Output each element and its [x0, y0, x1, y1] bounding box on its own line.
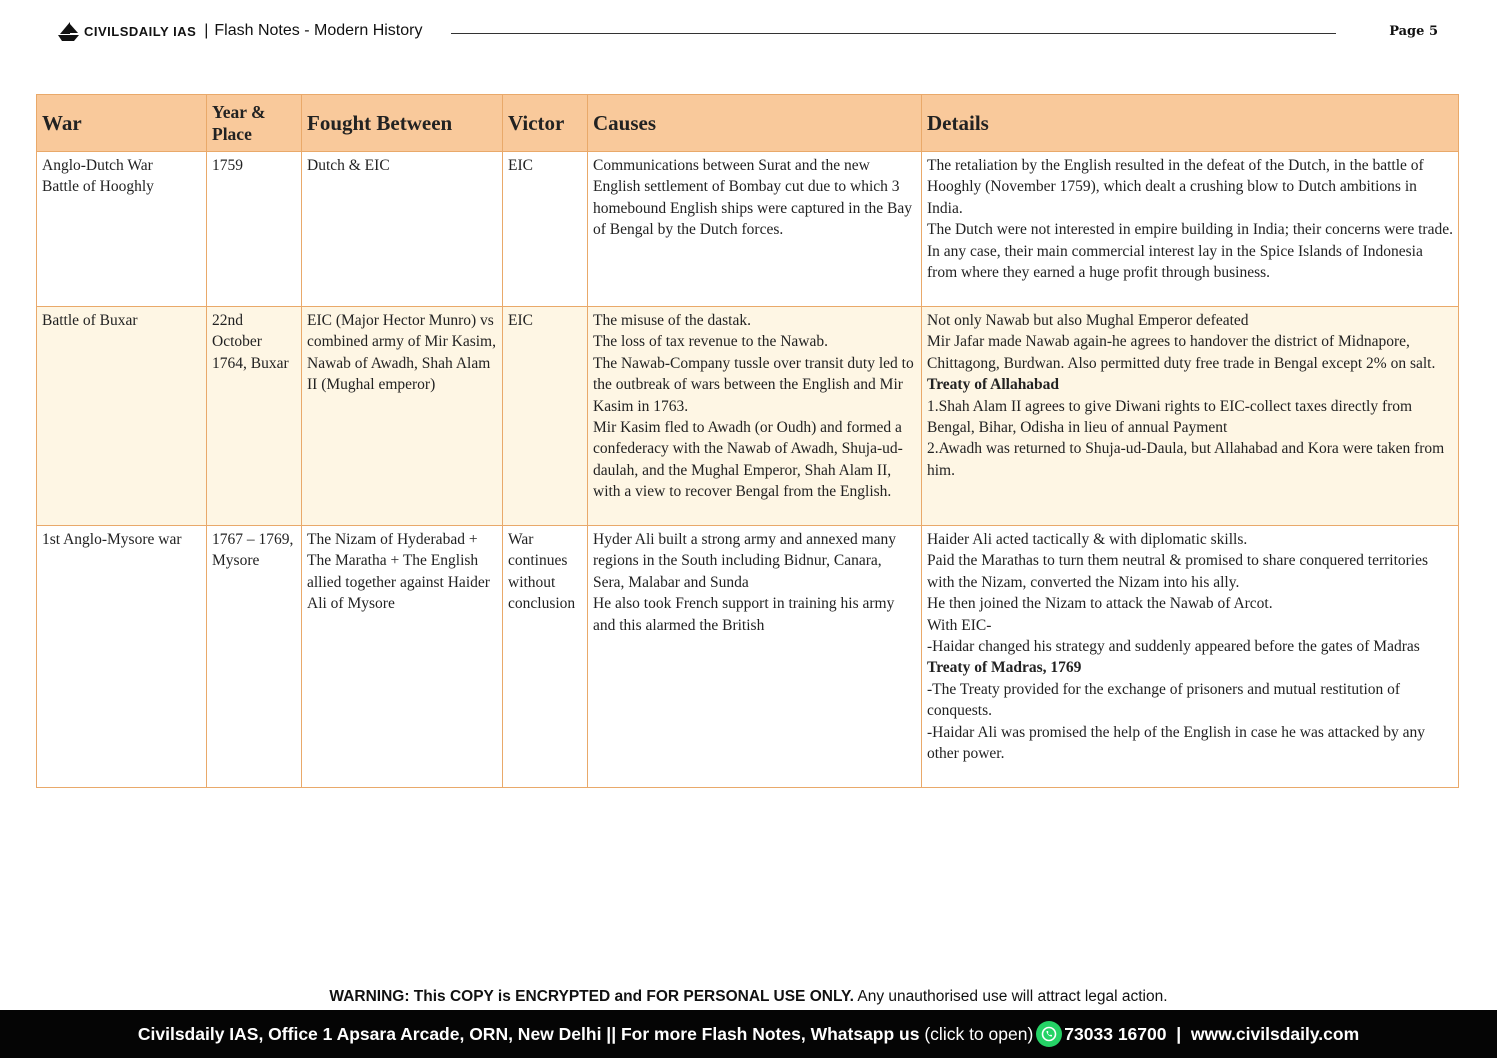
- victor-cell: EIC: [503, 307, 588, 526]
- detail-line: Paid the Marathas to turn them neutral & promised to share conquered territories with the Nizam, converted the Nizam into his ally.: [927, 552, 1429, 591]
- causes-cell: [588, 152, 922, 307]
- victor-cell: War continues without conclusion: [503, 526, 588, 788]
- year-place-cell: 1767 – 1769, Mysore: [207, 526, 302, 788]
- table-header-row: [37, 95, 1459, 152]
- footer-separator: |: [1176, 1023, 1182, 1044]
- brand-logo: [58, 20, 422, 42]
- cause-line: Communications between Surat and the new English settlement of Bombay cut due to which 3 homebound English ships were captured in the Bay of Bengal by the Dutch forces.: [593, 157, 912, 239]
- treaty-title: Treaty of Allahabad: [927, 376, 1060, 394]
- cause-line: He also took French support in training his army and this alarmed the British: [593, 595, 895, 634]
- year-place-cell: 1759: [207, 152, 302, 307]
- causes-cell: [588, 307, 922, 526]
- column-header-causes: Causes: [588, 95, 922, 152]
- brand-name: CIVILSDAILY IAS: [84, 23, 197, 39]
- cause-line: The Nawab-Company tussle over transit duty led to the outbreak of wars between the English and Mir Kasim in 1763.: [593, 354, 914, 415]
- table-row: [37, 526, 1459, 788]
- website-link[interactable]: www.civilsdaily.com: [1190, 1023, 1360, 1044]
- causes-cell: [588, 526, 922, 788]
- treaty-point: 2.Awadh was returned to Shuja-ud-Daula, but Allahabad and Kora were taken from him.: [927, 440, 1445, 479]
- document-title: Flash Notes - Modern History: [214, 22, 423, 39]
- warning-notice: [0, 988, 1497, 1006]
- civilsdaily-logo-icon: [58, 20, 80, 42]
- header-separator: |: [204, 22, 209, 39]
- whatsapp-number[interactable]: 73033 16700: [1064, 1023, 1167, 1044]
- detail-line: The retaliation by the English resulted in the defeat of the Dutch, in the battle of Hooghly (November 1759), which dealt a crushing blow to Dutch ambitions in India.: [927, 157, 1424, 217]
- table-row: [37, 152, 1459, 307]
- warning-prefix: WARNING: This COPY is ENCRYPTED and FOR PERSONAL USE ONLY.: [329, 988, 854, 1005]
- treaty-point: -Haidar Ali was promised the help of the English in case he was attacked by any other power.: [927, 723, 1426, 763]
- column-header-victor: Victor: [503, 95, 588, 152]
- footer-bar: [0, 1010, 1497, 1058]
- warning-suffix: Any unauthorised use will attract legal action.: [857, 988, 1168, 1005]
- treaty-title: Treaty of Madras, 1769: [927, 659, 1082, 677]
- page-number: Page 5: [1389, 24, 1438, 39]
- column-header-year-place: Year & Place: [207, 95, 302, 152]
- detail-line: Haider Ali acted tactically & with diplomatic skills.: [927, 531, 1248, 548]
- treaty-point: 1.Shah Alam II agrees to give Diwani rights to EIC-collect taxes directly from Bengal, Bihar, Odisha in lieu of annual Payment: [927, 397, 1413, 437]
- footer-address: Civilsdaily IAS, Office 1 Apsara Arcade, ORN, New Delhi || For more Flash Notes, Whatsapp us: [137, 1023, 920, 1044]
- war-name: 1st Anglo-Mysore war: [42, 531, 182, 548]
- cause-line: Hyder Ali built a strong army and annexed many regions in the South including Bidnur, Canara, Sera, Malabar and Sunda: [593, 531, 897, 591]
- cause-line: The misuse of the dastak.: [593, 312, 751, 329]
- detail-line: The Dutch were not interested in empire building in India; their concerns were trade.: [927, 221, 1453, 239]
- column-header-details: Details: [922, 95, 1459, 152]
- click-to-open-note: (click to open): [924, 1023, 1034, 1044]
- detail-line: In any case, their main commercial interest lay in the Spice Islands of Indonesia from where they earned a huge profit through business.: [927, 242, 1423, 282]
- war-name: Battle of Buxar: [42, 312, 138, 329]
- whatsapp-icon[interactable]: [1036, 1021, 1062, 1047]
- war-name: Anglo-Dutch War: [42, 157, 153, 174]
- detail-line: Mir Jafar made Nawab again-he agrees to handover the district of Midnapore, Chittagong, Burdwan. Also permitted duty free trade in Bengal except 2% on salt.: [927, 333, 1436, 372]
- details-cell: [922, 307, 1459, 526]
- victor-cell: EIC: [503, 152, 588, 307]
- detail-line: He then joined the Nizam to attack the Nawab of Arcot.: [927, 595, 1273, 613]
- fought-between-cell: Dutch & EIC: [302, 152, 503, 307]
- war-name: Battle of Hooghly: [42, 178, 154, 196]
- wars-table: [36, 94, 1459, 788]
- fought-between-cell: EIC (Major Hector Munro) vs combined army of Mir Kasim, Nawab of Awadh, Shah Alam II (Mughal emperor): [302, 307, 503, 526]
- details-cell: [922, 526, 1459, 788]
- war-cell: [37, 307, 207, 526]
- detail-line: With EIC-: [927, 616, 992, 634]
- details-cell: [922, 152, 1459, 307]
- detail-line: Not only Nawab but also Mughal Emperor defeated: [927, 312, 1249, 329]
- detail-line: -Haidar changed his strategy and suddenly appeared before the gates of Madras: [927, 638, 1420, 656]
- treaty-point: -The Treaty provided for the exchange of prisoners and mutual restitution of conquests.: [927, 680, 1401, 720]
- header-rule: [451, 33, 1336, 34]
- cause-line: The loss of tax revenue to the Nawab.: [593, 333, 829, 351]
- table-row: [37, 307, 1459, 526]
- fought-between-cell: The Nizam of Hyderabad + The Maratha + The English allied together against Haider Ali of Mysore: [302, 526, 503, 788]
- column-header-fought-between: Fought Between: [302, 95, 503, 152]
- cause-line: Mir Kasim fled to Awadh (or Oudh) and formed a confederacy with the Nawab of Awadh, Shuja-ud-daulah, and the Mughal Emperor, Shah Alam II, with a view to recover Bengal from the English.: [593, 419, 903, 501]
- page-header: [58, 18, 1438, 48]
- war-cell: [37, 526, 207, 788]
- year-place-cell: 22nd October 1764, Buxar: [207, 307, 302, 526]
- column-header-war: War: [37, 95, 207, 152]
- war-cell: [37, 152, 207, 307]
